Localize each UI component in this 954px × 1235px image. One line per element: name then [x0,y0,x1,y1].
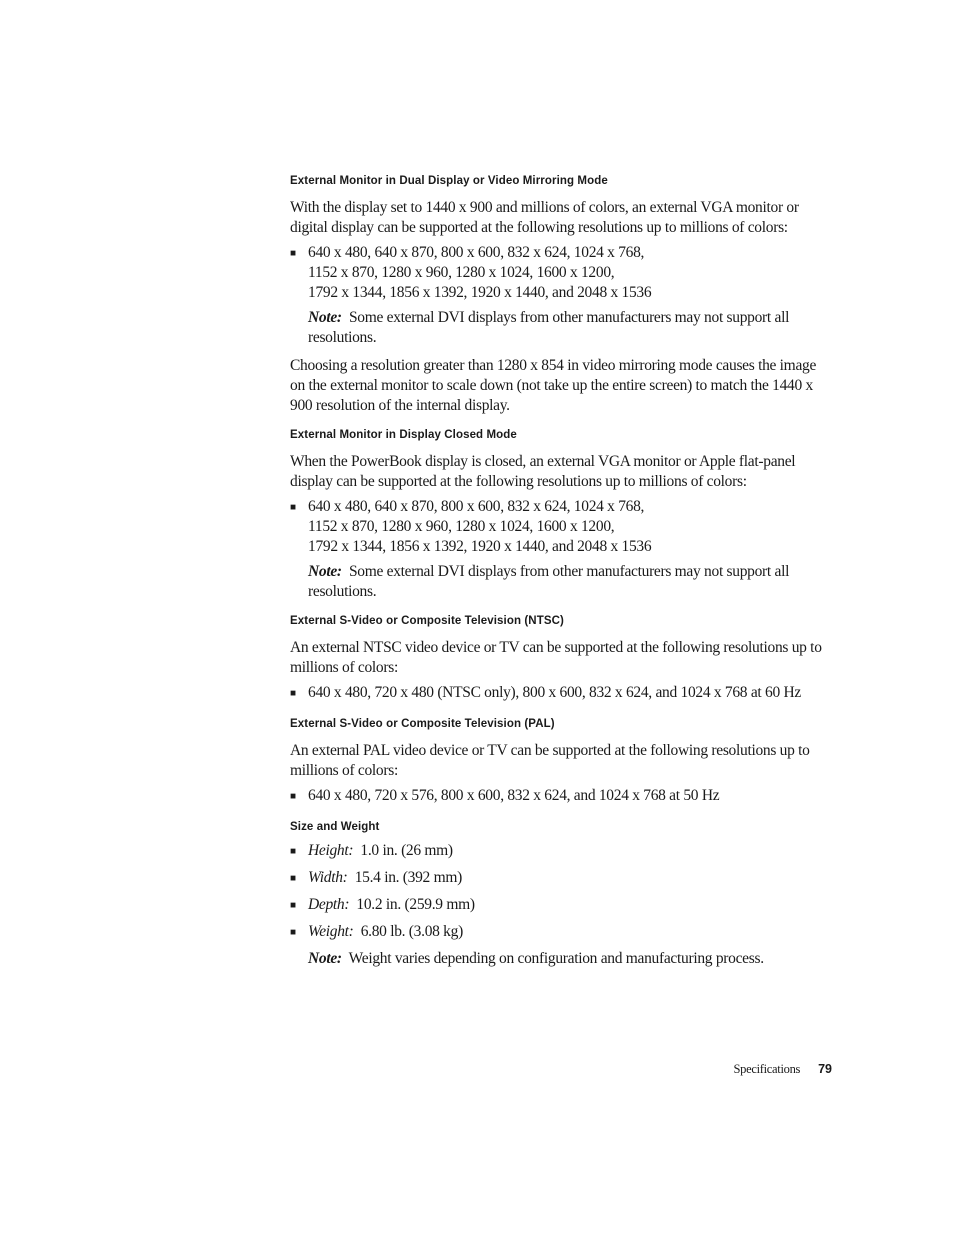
bullet-square-icon: ■ [290,873,296,884]
list-item [290,786,830,808]
section-heading-display-closed: External Monitor in Display Closed Mode [290,429,517,441]
bullet-square-icon: ■ [290,248,296,259]
section-intro: When the PowerBook display is closed, an external VGA monitor or Apple flat-panel display can be supported at the following resolutions up to millions of colors: [290,453,796,490]
resolution-list: 640 x 480, 720 x 480 (NTSC only), 800 x 600, 832 x 624, and 1024 x 768 at 60 Hz [308,684,801,701]
list-item [290,895,830,917]
list-item [290,868,830,890]
spec-label: Height: [308,842,354,859]
section-intro: An external PAL video device or TV can be supported at the following resolutions up to millions of colors: [290,742,810,779]
bullet-square-icon: ■ [290,791,296,802]
section-heading-ntsc: External S-Video or Composite Television (NTSC) [290,615,564,627]
section-heading-pal: External S-Video or Composite Television (PAL) [290,718,555,730]
bullet-square-icon: ■ [290,502,296,513]
bullet-square-icon: ■ [290,927,296,938]
resolution-list: 640 x 480, 640 x 870, 800 x 600, 832 x 624, 1024 x 768, 1152 x 870, 1280 x 960, 1280 x 1024, 1600 x 1200, 1792 x 1344, 1856 x 1392, 1920 x 1440, and 2048 x 1536 [308,498,652,555]
bullet-square-icon: ■ [290,846,296,857]
page-footer [733,1062,832,1077]
spec-label: Weight: [308,923,354,940]
spec-value: 6.80 lb. (3.08 kg) [360,923,463,940]
bullet-square-icon: ■ [290,900,296,911]
spec-label: Width: [308,869,348,886]
spec-value: 10.2 in. (259.9 mm) [356,896,475,913]
list-item [290,243,830,303]
spec-value: 1.0 in. (26 mm) [360,842,453,859]
section-paragraph: Choosing a resolution greater than 1280 x 854 in video mirroring mode causes the image on the external monitor to scale down (not take up the entire screen) to match the 1440 x 900 resolution of the internal display. [290,357,817,414]
spec-label: Depth: [308,896,350,913]
footer-section-name: Specifications [733,1062,801,1076]
section-intro: An external NTSC video device or TV can be supported at the following resolutions up to millions of colors: [290,639,822,676]
list-item [290,497,830,557]
section-intro: With the display set to 1440 x 900 and millions of colors, an external VGA monitor or digital display can be supported at the following resolutions up to millions of colors: [290,199,799,236]
note: Note: Some external DVI displays from other manufacturers may not support all resolutions. [308,309,790,346]
page-number: 79 [818,1062,832,1076]
bullet-square-icon: ■ [290,688,296,699]
spec-value: 15.4 in. (392 mm) [354,869,462,886]
section-heading-dual-display: External Monitor in Dual Display or Video Mirroring Mode [290,175,608,187]
note: Note: Some external DVI displays from other manufacturers may not support all resolutions. [308,563,790,600]
note: Note: Weight varies depending on configuration and manufacturing process. [308,950,764,967]
page-content [290,172,830,969]
list-item [290,841,830,863]
resolution-list: 640 x 480, 720 x 576, 800 x 600, 832 x 624, and 1024 x 768 at 50 Hz [308,787,720,804]
resolution-list: 640 x 480, 640 x 870, 800 x 600, 832 x 624, 1024 x 768, 1152 x 870, 1280 x 960, 1280 x 1024, 1600 x 1200, 1792 x 1344, 1856 x 1392, 1920 x 1440, and 2048 x 1536 [308,244,652,301]
list-item [290,922,830,944]
section-heading-size-weight: Size and Weight [290,821,380,833]
list-item [290,683,830,705]
